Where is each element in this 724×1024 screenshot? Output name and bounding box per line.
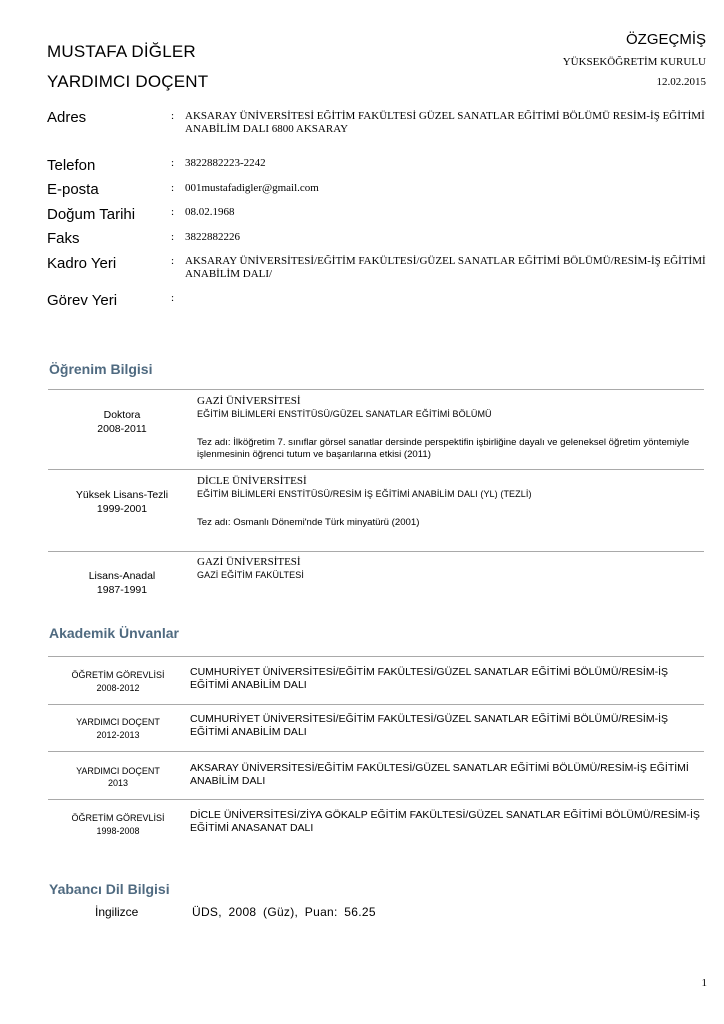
label-staff-position: Kadro Yeri [47,255,117,272]
label-duty-place: Görev Yeri [47,292,118,309]
academic-institution: CUMHURİYET ÜNİVERSİTESİ/EĞİTİM FAKÜLTESİ/GÜZEL SANATLAR EĞİTİMİ BÖLÜMÜ/RESİM-İŞ EĞİTİMİ ANABİLİM DALI [190,713,669,738]
education-degree: Yüksek Lisans-Tezli [75,489,169,501]
divider [48,799,704,800]
language-score: ÜDS, 2008 (Güz), Puan: 56.25 [192,905,376,919]
colon: : [171,157,175,169]
section-education-heading: Öğrenim Bilgisi [49,361,153,377]
divider [48,469,704,470]
section-academic-heading: Akademik Ünvanlar [49,625,179,641]
document-date: 12.02.2015 [656,76,706,88]
education-institute: EĞİTİM BİLİMLERİ ENSTİTÜSÜ/RESİM İŞ EĞİTİMİ ANABİLİM DALI (YL) (TEZLİ) [197,489,532,499]
label-birth-date: Doğum Tarihi [47,206,136,223]
person-name: MUSTAFA DİĞLER [47,42,196,61]
value-staff-position: AKSARAY ÜNİVERSİTESİ/EĞİTİM FAKÜLTESİ/GÜZEL SANATLAR EĞİTİMİ BÖLÜMÜ/RESİM-İŞ EĞİTİMİ ANABİLİM DALI/ [185,255,706,280]
divider [48,656,704,657]
value-address: AKSARAY ÜNİVERSİTESİ EĞİTİM FAKÜLTESİ GÜZEL SANATLAR EĞİTİMİ BÖLÜMÜ RESİM-İŞ EĞİTİMİ ANABİLİM DALI 6800 AKSARAY [185,110,705,135]
divider [48,704,704,705]
academic-institution: AKSARAY ÜNİVERSİTESİ/EĞİTİM FAKÜLTESİ/GÜZEL SANATLAR EĞİTİMİ BÖLÜMÜ/RESİM-İŞ EĞİTİMİ ANABİLİM DALI [190,762,689,787]
education-university: GAZİ ÜNİVERSİTESİ [197,395,301,407]
education-university: GAZİ ÜNİVERSİTESİ [197,556,301,568]
academic-years: 1998-2008 [96,826,140,836]
education-degree: Doktora [103,409,141,421]
label-address: Adres [47,109,87,126]
colon: : [171,255,175,267]
divider [48,389,704,390]
education-thesis: Tez adı: Osmanlı Dönemi'nde Türk minyatürü (2001) [197,517,420,528]
colon: : [171,292,175,304]
education-institute: GAZİ EĞİTİM FAKÜLTESİ [197,570,304,580]
value-birth-date: 08.02.1968 [185,206,235,218]
language-name: İngilizce [95,905,139,919]
value-email: 001mustafadigler@gmail.com [185,182,319,194]
academic-years: 2008-2012 [96,683,140,693]
academic-rank: YARDIMCI DOÇENT [76,717,160,727]
label-fax: Faks [47,230,80,247]
section-language-heading: Yabancı Dil Bilgisi [49,881,170,897]
education-years: 1999-2001 [96,503,148,515]
value-phone: 3822882223-2242 [185,157,266,169]
value-fax: 3822882226 [185,231,240,243]
education-years: 1987-1991 [96,584,148,596]
page-number: 1 [701,977,707,989]
academic-institution: DİCLE ÜNİVERSİTESİ/ZİYA GÖKALP EĞİTİM FAKÜLTESİ/GÜZEL SANATLAR EĞİTİMİ BÖLÜMÜ/RESİM-İŞ EĞİTİMİ ANASANAT DALI [190,809,700,834]
institution-name: YÜKSEKÖĞRETİM KURULU [562,56,706,68]
document-title: ÖZGEÇMİŞ [625,31,706,48]
label-phone: Telefon [47,157,96,174]
academic-years: 2012-2013 [96,730,140,740]
academic-institution: CUMHURİYET ÜNİVERSİTESİ/EĞİTİM FAKÜLTESİ/GÜZEL SANATLAR EĞİTİMİ BÖLÜMÜ/RESİM-İŞ EĞİTİMİ ANABİLİM DALI [190,666,669,691]
label-email: E-posta [47,181,99,198]
education-institute: EĞİTİM BİLİMLERİ ENSTİTÜSÜ/GÜZEL SANATLAR EĞİTİMİ BÖLÜMÜ [197,409,492,419]
colon: : [171,231,175,243]
colon: : [171,110,175,122]
academic-years: 2013 [107,778,129,788]
person-title: YARDIMCI DOÇENT [47,72,209,91]
colon: : [171,182,175,194]
academic-rank: ÖĞRETİM GÖREVLİSİ [71,813,165,823]
academic-rank: YARDIMCI DOÇENT [76,766,160,776]
education-degree: Lisans-Anadal [88,570,156,582]
academic-rank: ÖĞRETİM GÖREVLİSİ [71,670,165,680]
education-years: 2008-2011 [97,423,147,435]
education-university: DİCLE ÜNİVERSİTESİ [197,475,307,487]
colon: : [171,206,175,218]
divider [48,551,704,552]
divider [48,751,704,752]
education-thesis: Tez adı: İlköğretim 7. sınıflar görsel sanatlar dersinde perspektifin işbirliğine dayalı ve geleneksel öğretim yöntemiyle işlenmesinin öğrenci tutum ve başarılarına etkisi (2011) [197,437,690,460]
